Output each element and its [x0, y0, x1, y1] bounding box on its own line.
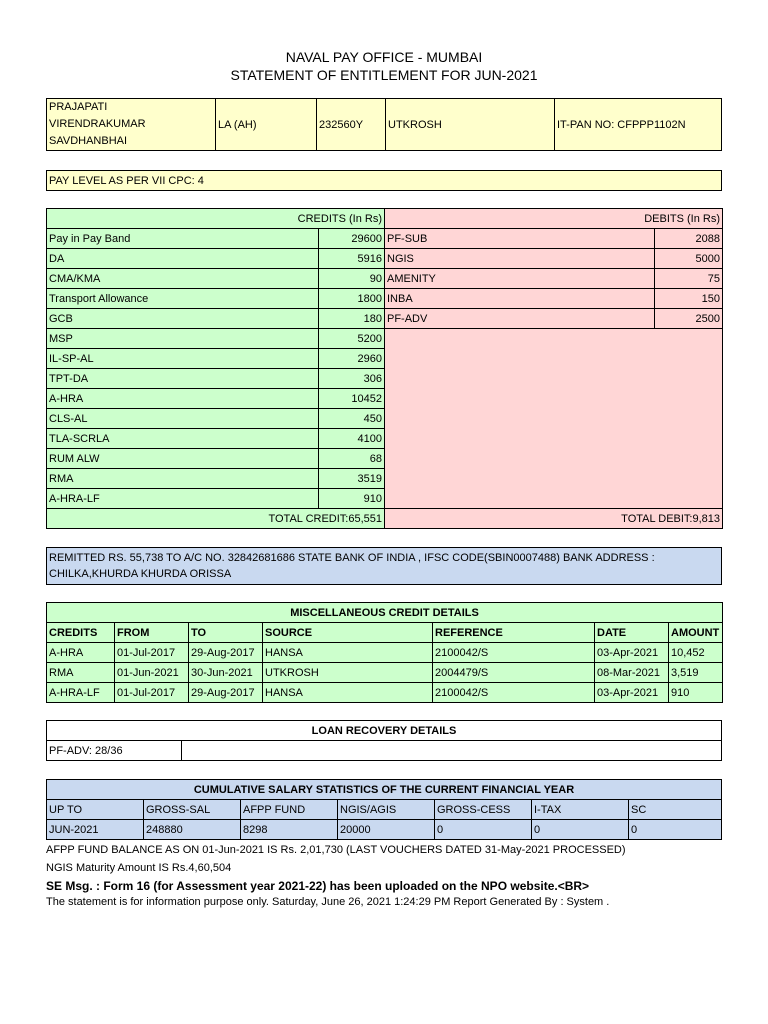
total-credit: TOTAL CREDIT:65,551 — [47, 509, 385, 529]
credit-amount: 5200 — [319, 329, 385, 349]
credit-amount: 910 — [319, 489, 385, 509]
employee-pan: IT-PAN NO: CFPPP1102N — [555, 99, 722, 151]
office-title: NAVAL PAY OFFICE - MUMBAI — [285, 49, 483, 65]
cumulative-value: 0 — [532, 820, 629, 840]
misc-cell: RMA — [47, 663, 115, 683]
pay-level: PAY LEVEL AS PER VII CPC: 4 — [47, 171, 722, 191]
debit-label: INBA — [385, 289, 655, 309]
misc-column-header: DATE — [595, 623, 669, 643]
credits-header: CREDITS (In Rs) — [47, 209, 385, 229]
employee-rank: LA (AH) — [216, 99, 317, 151]
debit-amount: 150 — [655, 289, 723, 309]
cumulative-column-header: NGIS/AGIS — [338, 800, 435, 820]
remittance-table — [46, 547, 722, 585]
credit-amount: 10452 — [319, 389, 385, 409]
credit-amount: 306 — [319, 369, 385, 389]
credit-amount: 5916 — [319, 249, 385, 269]
loan-title: LOAN RECOVERY DETAILS — [47, 721, 722, 741]
credit-label: CMA/KMA — [47, 269, 319, 289]
credit-amount: 2960 — [319, 349, 385, 369]
remittance-details — [47, 548, 722, 585]
debit-amount: 2500 — [655, 309, 723, 329]
credit-label: RMA — [47, 469, 319, 489]
misc-cell: 2100042/S — [433, 643, 595, 663]
ngis-maturity: NGIS Maturity Amount IS Rs.4,60,504 — [46, 862, 232, 874]
cumulative-value: 0 — [629, 820, 722, 840]
credits-debits-table — [46, 208, 723, 529]
misc-column-header: REFERENCE — [433, 623, 595, 643]
misc-cell: A-HRA-LF — [47, 683, 115, 703]
credit-label: Transport Allowance — [47, 289, 319, 309]
credit-label: Pay in Pay Band — [47, 229, 319, 249]
loan-item: PF-ADV: 28/36 — [47, 741, 182, 761]
name-line-2: VIRENDRAKUMAR — [49, 118, 146, 130]
credit-amount: 180 — [319, 309, 385, 329]
misc-cell: A-HRA — [47, 643, 115, 663]
misc-cell: 08-Mar-2021 — [595, 663, 669, 683]
debit-label: PF-ADV — [385, 309, 655, 329]
misc-cell: 910 — [669, 683, 723, 703]
credit-label: DA — [47, 249, 319, 269]
misc-cell: 3,519 — [669, 663, 723, 683]
misc-column-header: FROM — [115, 623, 189, 643]
credit-label: IL-SP-AL — [47, 349, 319, 369]
employee-info-table — [46, 98, 722, 151]
misc-cell: HANSA — [263, 643, 433, 663]
cumulative-column-header: I-TAX — [532, 800, 629, 820]
misc-cell: 2004479/S — [433, 663, 595, 683]
misc-cell: 03-Apr-2021 — [595, 683, 669, 703]
credit-amount: 90 — [319, 269, 385, 289]
credit-label: A-HRA — [47, 389, 319, 409]
debit-label: AMENITY — [385, 269, 655, 289]
credit-amount: 3519 — [319, 469, 385, 489]
misc-credit-table — [46, 602, 723, 703]
loan-extra — [182, 741, 722, 761]
misc-cell: 29-Aug-2017 — [189, 643, 263, 663]
cumulative-value: 248880 — [144, 820, 241, 840]
cumulative-value: 8298 — [241, 820, 338, 840]
misc-cell: 01-Jul-2017 — [115, 643, 189, 663]
afpp-balance: AFPP FUND BALANCE AS ON 01-Jun-2021 IS Rs. 2,01,730 (LAST VOUCHERS DATED 31-May-2021 PROCESSED) — [46, 844, 626, 856]
credit-label: A-HRA-LF — [47, 489, 319, 509]
name-line-3: SAVDHANBHAI — [49, 135, 128, 147]
credit-label: RUM ALW — [47, 449, 319, 469]
cumulative-column-header: GROSS-SAL — [144, 800, 241, 820]
misc-column-header: AMOUNT — [669, 623, 723, 643]
cumulative-column-header: UP TO — [47, 800, 144, 820]
info-note: The statement is for information purpose only. Saturday, June 26, 2021 1:24:29 PM Report Generated By : System . — [46, 896, 610, 908]
misc-cell: HANSA — [263, 683, 433, 703]
cumulative-column-header: AFPP FUND — [241, 800, 338, 820]
se-message: SE Msg. : Form 16 (for Assessment year 2021-22) has been uploaded on the NPO website.<BR> — [46, 879, 590, 893]
misc-cell: 01-Jun-2021 — [115, 663, 189, 683]
credit-amount: 4100 — [319, 429, 385, 449]
misc-cell: 03-Apr-2021 — [595, 643, 669, 663]
debit-empty-area — [385, 329, 723, 509]
cumulative-column-header: SC — [629, 800, 722, 820]
cumulative-value: 0 — [435, 820, 532, 840]
remittance-line-1: REMITTED RS. 55,738 TO A/C NO. 32842681686 STATE BANK OF INDIA , IFSC CODE(SBIN0007488) BANK ADDRESS : — [49, 552, 655, 564]
pay-level-table — [46, 170, 722, 191]
misc-cell: 30-Jun-2021 — [189, 663, 263, 683]
cumulative-column-header: GROSS-CESS — [435, 800, 532, 820]
cumulative-value: JUN-2021 — [47, 820, 144, 840]
name-line-1: PRAJAPATI — [49, 101, 108, 113]
cumulative-stats-table — [46, 779, 722, 840]
debit-label: PF-SUB — [385, 229, 655, 249]
debit-amount: 5000 — [655, 249, 723, 269]
statement-title: STATEMENT OF ENTITLEMENT FOR JUN-2021 — [230, 67, 538, 83]
credit-label: GCB — [47, 309, 319, 329]
misc-column-header: TO — [189, 623, 263, 643]
credit-amount: 1800 — [319, 289, 385, 309]
remittance-line-2: CHILKA,KHURDA KHURDA ORISSA — [49, 568, 232, 580]
debit-amount: 75 — [655, 269, 723, 289]
credit-amount: 450 — [319, 409, 385, 429]
employee-name — [47, 99, 216, 151]
misc-cell: UTKROSH — [263, 663, 433, 683]
cumulative-title: CUMULATIVE SALARY STATISTICS OF THE CURRENT FINANCIAL YEAR — [47, 780, 722, 800]
misc-cell: 2100042/S — [433, 683, 595, 703]
credit-label: MSP — [47, 329, 319, 349]
debit-label: NGIS — [385, 249, 655, 269]
misc-column-header: CREDITS — [47, 623, 115, 643]
cumulative-value: 20000 — [338, 820, 435, 840]
credit-label: TLA-SCRLA — [47, 429, 319, 449]
credit-label: TPT-DA — [47, 369, 319, 389]
debits-header: DEBITS (In Rs) — [385, 209, 723, 229]
misc-title: MISCELLANEOUS CREDIT DETAILS — [47, 603, 723, 623]
credit-label: CLS-AL — [47, 409, 319, 429]
employee-number: 232560Y — [317, 99, 386, 151]
misc-cell: 10,452 — [669, 643, 723, 663]
misc-cell: 29-Aug-2017 — [189, 683, 263, 703]
total-debit: TOTAL DEBIT:9,813 — [385, 509, 723, 529]
debit-amount: 2088 — [655, 229, 723, 249]
credit-amount: 68 — [319, 449, 385, 469]
loan-recovery-table — [46, 720, 722, 761]
employee-unit: UTKROSH — [386, 99, 555, 151]
misc-cell: 01-Jul-2017 — [115, 683, 189, 703]
misc-column-header: SOURCE — [263, 623, 433, 643]
credit-amount: 29600 — [319, 229, 385, 249]
